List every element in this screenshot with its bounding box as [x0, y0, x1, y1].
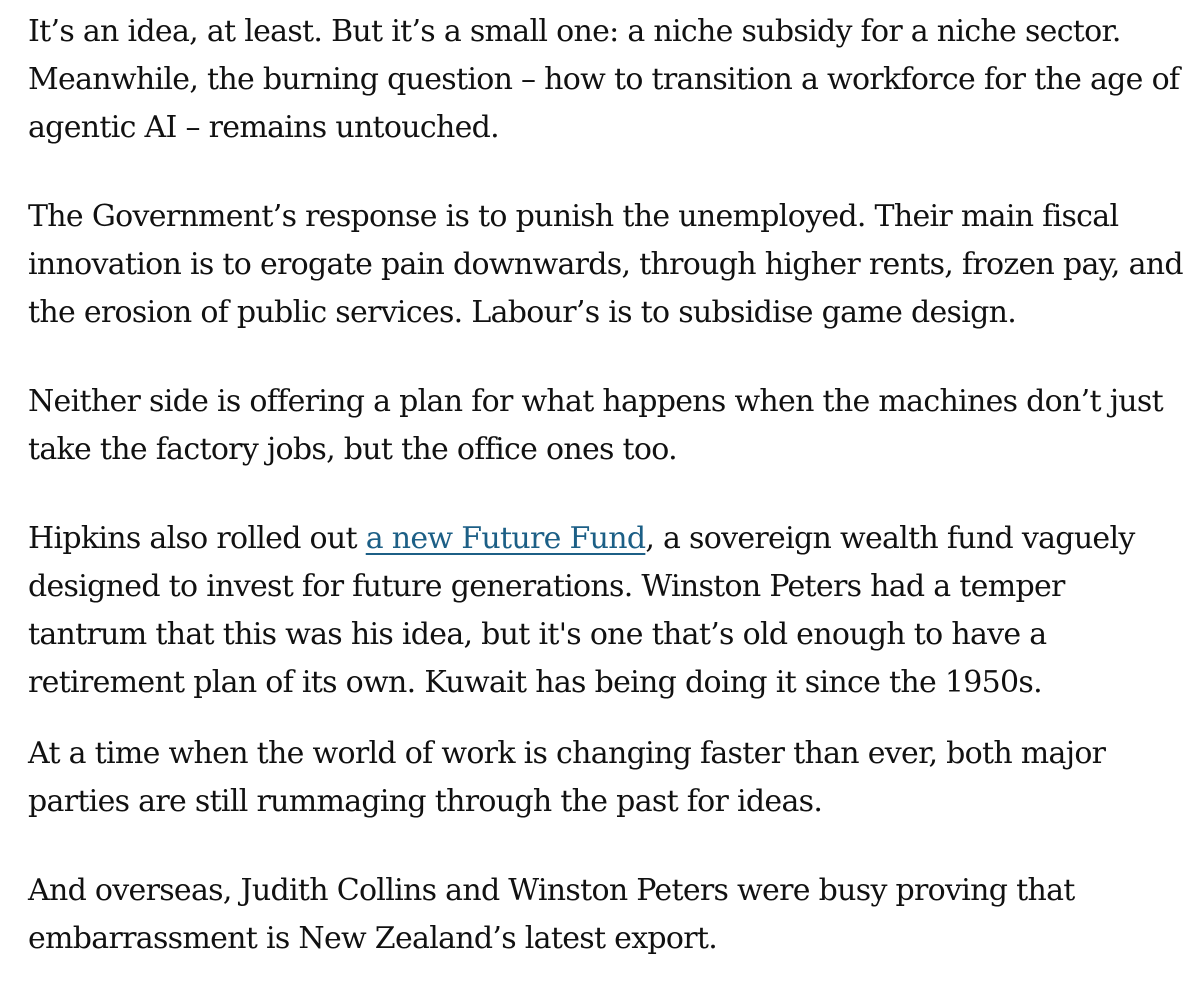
paragraph-6: And overseas, Judith Collins and Winston Peters were busy proving that embarrassment is New Zealand’s latest export.: [28, 873, 1075, 956]
paragraph-4: [28, 515, 1188, 707]
paragraph-4-text-before: Hipkins also rolled out: [28, 521, 366, 556]
paragraph-3: Neither side is offering a plan for what happens when the machines don’t just take the factory jobs, but the office ones too.: [28, 384, 1163, 467]
paragraph-1: It’s an idea, at least. But it’s a small one: a niche subsidy for a niche sector. Meanwhile, the burning question – how to transition a workforce for the age of agentic AI – remains untouched.: [28, 14, 1180, 145]
article-body: [28, 8, 1188, 963]
paragraph-2: The Government’s response is to punish the unemployed. Their main fiscal innovation is to erogate pain downwards, through higher rents, frozen pay, and the erosion of public services. Labour’s is to subsidise game design.: [28, 199, 1183, 330]
paragraph-4-text-after: , a sovereign wealth fund vaguely designed to invest for future generations. Winston Peters had a temper tantrum that this was his idea, but it's one that’s old enough to have a retirement plan of its own. Kuwait has being doing it since the 1950s.: [28, 521, 1135, 700]
paragraph-5: At a time when the world of work is changing faster than ever, both major parties are still rummaging through the past for ideas.: [28, 736, 1106, 819]
future-fund-link[interactable]: a new Future Fund: [365, 521, 646, 556]
